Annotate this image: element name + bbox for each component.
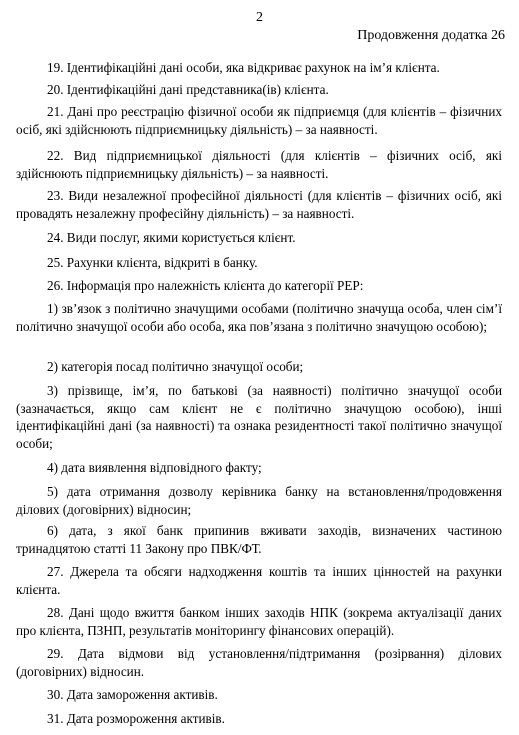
paragraph-27: 27. Джерела та обсяги надходження коштів та інших цінностей на рахунки клієнта.	[16, 564, 502, 597]
paragraph-30: 30. Дата замороження активів.	[47, 687, 218, 702]
paragraph-25: 25. Рахунки клієнта, відкриті в банку.	[47, 255, 258, 270]
paragraph-19: 19. Ідентифікаційні дані особи, яка відкриває рахунок на ім’я клієнта.	[47, 60, 440, 75]
paragraph-26-1: 1) зв’язок з політично значущими особами (політично значуща особа, член сім’ї політично значущої особи або особа, яка пов’язана з політично значущою особою);	[16, 301, 502, 334]
appendix-continuation-note: Продовження додатка 26	[357, 28, 505, 43]
paragraph-21: 21. Дані про реєстрацію фізичної особи як підприємця (для клієнтів – фізичних осіб, які здійснюють підприємницьку діяльність) – за наявності.	[16, 104, 502, 137]
paragraph-26-3: 3) прізвище, ім’я, по батькові (за наявності) політично значущої особи (зазначається, якщо сам клієнт не є політично значущою особою), інші ідентифікаційні дані (за наявності) та ознака резидентності такої політично значущої особи;	[16, 383, 502, 451]
paragraph-26: 26. Інформація про належність клієнта до категорії PEP:	[47, 278, 364, 293]
paragraph-20: 20. Ідентифікаційні дані представника(ів) клієнта.	[47, 82, 329, 97]
paragraph-24: 24. Види послуг, якими користується клієнт.	[47, 230, 296, 245]
paragraph-29: 29. Дата відмови від установлення/підтримання (розірвання) ділових (договірних) відносин.	[16, 646, 502, 679]
paragraph-31: 31. Дата розмороження активів.	[47, 711, 225, 726]
page-number: 2	[256, 10, 263, 25]
paragraph-28: 28. Дані щодо вжиття банком інших заходів НПК (зокрема актуалізації даних про клієнта, ПЗНП, результатів моніторингу фінансових операцій).	[16, 605, 502, 638]
paragraph-26-6: 6) дата, з якої банк припинив вживати заходів, визначених частиною тринадцятою статті 11 Закону про ПВК/ФТ.	[16, 523, 502, 556]
paragraph-26-2: 2) категорія посад політично значущої особи;	[47, 359, 304, 374]
paragraph-22: 22. Вид підприємницької діяльності (для клієнтів – фізичних осіб, які здійснюють підприємницьку діяльність) – за наявності.	[16, 148, 502, 181]
paragraph-23: 23. Види незалежної професійної діяльності (для клієнтів – фізичних осіб, які провадять незалежну професійну діяльність) – за наявності.	[16, 188, 502, 221]
paragraph-26-4: 4) дата виявлення відповідного факту;	[47, 460, 262, 475]
paragraph-26-5: 5) дата отримання дозволу керівника банку на встановлення/продовження ділових (договірних) відносин;	[16, 484, 502, 517]
